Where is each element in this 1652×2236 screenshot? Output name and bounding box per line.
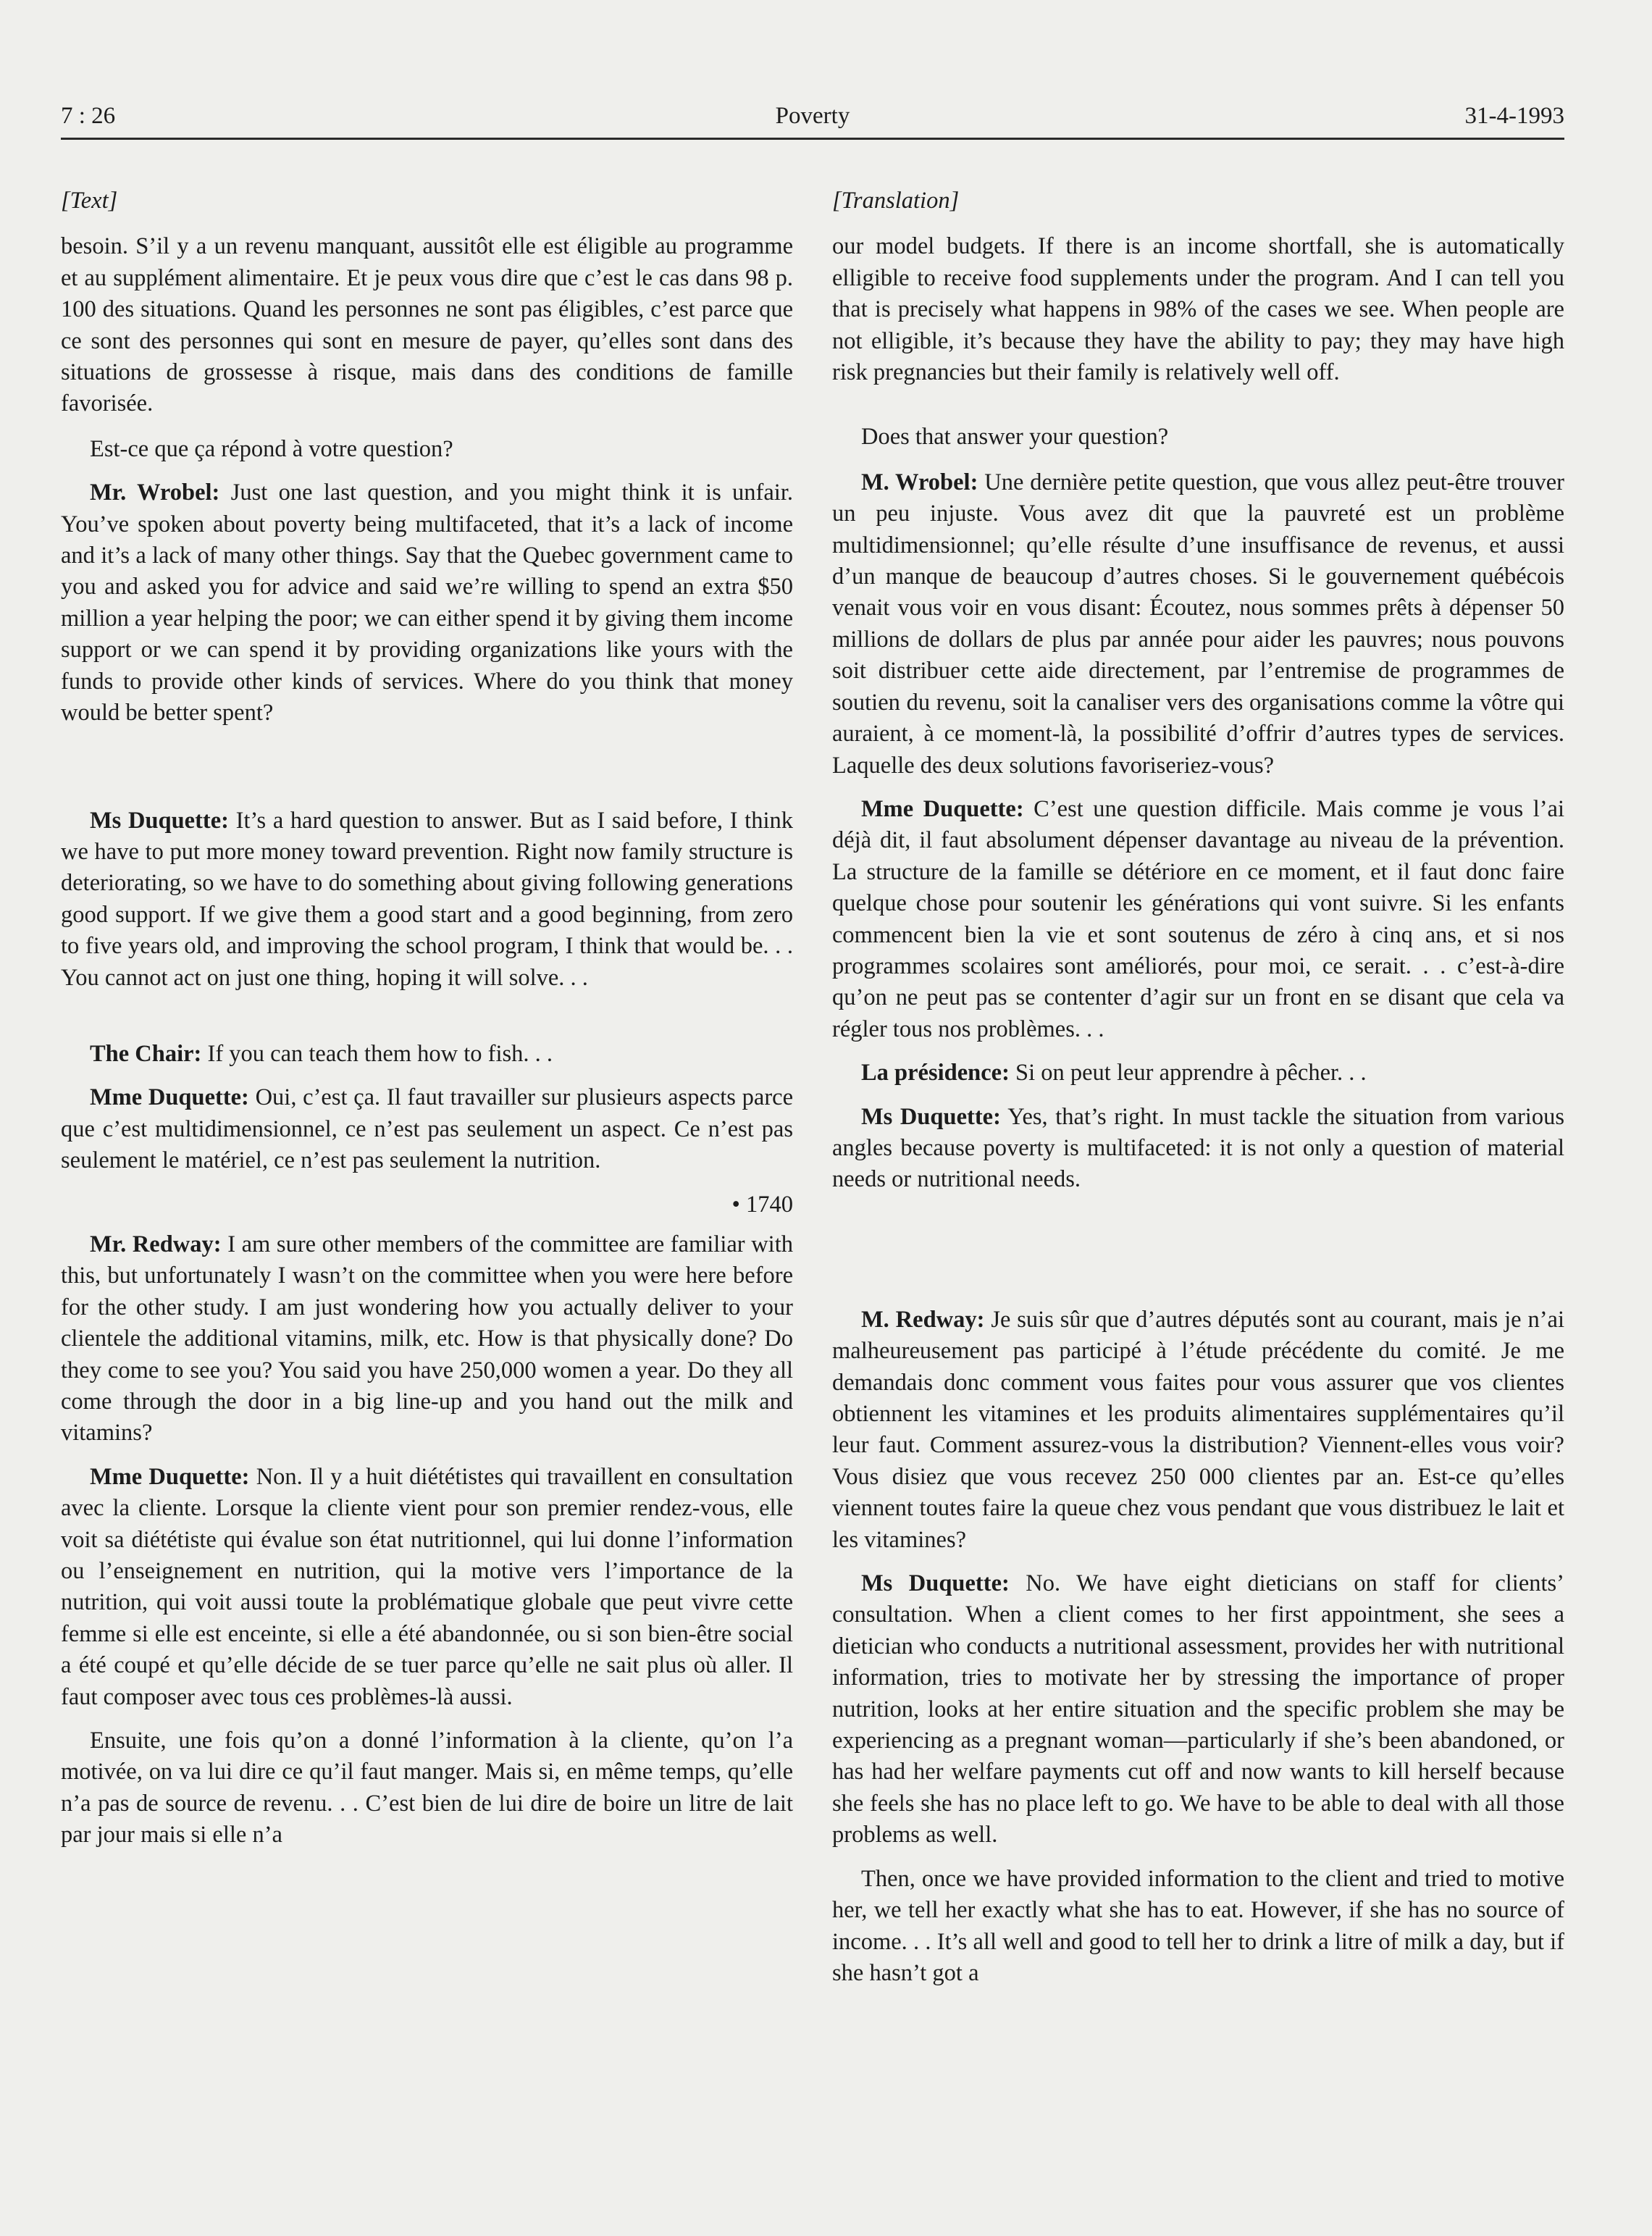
text-column-translation bbox=[832, 185, 1564, 1989]
speaker-name: Ms Duquette: bbox=[861, 1570, 1010, 1597]
speech-text: No. We have eight dieticians on staff for clients’ consultation. When a client comes to her first appointment, she sees a dietician who conducts a nutritional assessment, provides her with nutritional information, tries to motivate her by stressing the importance of proper nutrition, looks at her entire situation and the specific problem she may be experiencing as a pregnant woman—particularly if she’s been abandoned, or has had her welfare payments cut off and now wants to kill herself because she feels she has no place left to go. We have to be able to deal with all those problems as well. bbox=[832, 1570, 1564, 1848]
page-date: 31-4-1993 bbox=[1464, 103, 1564, 129]
paragraph: Does that answer your question? bbox=[861, 424, 1169, 451]
speech-paragraph bbox=[61, 1082, 793, 1176]
speech-text: Je suis sûr que d’autres députés sont au courant, mais je n’ai malheureusement pas participé à l’étude précédente du comité. Je me demandais donc comment vous faites pour vous assurer que vos clientes obtiennent les vitamines et les produits alimentaires supplémentaires qu’il leur faut. Comment assurez-vous la distribution? Viennent-elles vous voir? Vous disiez que vous recevez 250 000 clientes par an. Est-ce qu’elles viennent toutes faire la queue chez vous pendant que vous distribuez le lait et les vitamines? bbox=[832, 1306, 1564, 1553]
speech-text: C’est une question difficile. Mais comme je vous l’ai déjà dit, il faut absolument dépenser davantage au niveau de la prévention. La structure de la famille se détériore en ce moment, et il faut donc faire quelque chose pour soutenir les générations qui vont suivre. Si les enfants commencent bien la vie et sont soutenus de zéro à cinq ans, et si nos programmes scolaires sont améliorés, pour moi, ce serait. . . c’est-à-dire qu’on ne peut pas se contenter d’agir sur un front en se disant que cela va régler tous nos problèmes. . . bbox=[832, 795, 1564, 1042]
column-label-translation: [Translation] bbox=[832, 188, 960, 214]
speaker-name: M. Wrobel: bbox=[861, 469, 978, 495]
speech-text: Non. Il y a huit diététistes qui travaillent en consultation avec la cliente. Lorsque la cliente vient pour son premier rendez-vous, elle voit sa diététiste qui évalue son état nutritionnel, qui lui donne l’information ou l’enseignement en nutrition, qui la motive vers l’importance de la nutrition, qui voit aussi toute la problématique globale que peut vivre cette femme si elle est enceinte, si elle a été abandonnée, ou si son bien-être social a été coupé et qu’elle décide de se tuer parce qu’elle ne sait plus où aller. Il faut composer avec tous ces problèmes-là aussi. bbox=[61, 1463, 794, 1710]
speech-text: It’s a hard question to answer. But as I said before, I think we have to put more money toward prevention. Right now family structure is deteriorating, so we have to do something about giving following generations good support. If we give them a good start and a good beginning, from zero to five years old, and improving the school program, I think that would be. . . You cannot act on just one thing, hoping it will solve. . . bbox=[61, 807, 793, 991]
speaker-name: Mme Duquette: bbox=[861, 795, 1024, 822]
speech-text: Yes, that’s right. In must tackle the situation from various angles because poverty is multifaceted: it is not only a question of material needs or nutritional needs. bbox=[832, 1103, 1564, 1193]
speech-paragraph bbox=[61, 1229, 793, 1449]
paragraph: Est-ce que ça répond à votre question? bbox=[90, 435, 453, 462]
speech-paragraph bbox=[832, 467, 1564, 782]
speaker-name: Ms Duquette: bbox=[861, 1103, 1001, 1130]
speaker-name: La présidence: bbox=[861, 1060, 1010, 1086]
paragraph: Then, once we have provided information to the client and tried to motive her, we tell her exactly what she has to eat. However, if she has no source of income. . . It’s all well and good to tell her to drink a litre of milk a day, but if she hasn’t got a bbox=[832, 1865, 1564, 1986]
speech-paragraph bbox=[832, 794, 1564, 1045]
text-column-original bbox=[61, 185, 793, 1851]
speaker-name: Ms Duquette: bbox=[90, 807, 229, 834]
speech-text: Just one last question, and you might think it is unfair. You’ve spoken about poverty being multifaceted, that it’s a lack of income and it’s a lack of many other things. Say that the Quebec government came to you and asked you for advice and said we’re willing to spend an extra $50 million a year helping the poor; we can either spend it by giving them income support or we can spend it by providing organizations like yours with the funds to provide other kinds of services. Where do you think that money would be better spent? bbox=[61, 480, 793, 727]
speech-paragraph bbox=[61, 1039, 793, 1070]
speech-text: Oui, c’est ça. Il faut travailler sur plusieurs aspects parce que c’est multidimensionnel, ce n’est pas seulement un aspect. Ce n’est pas seulement le matériel, ce n’est pas seulement la nutrition. bbox=[61, 1084, 794, 1174]
speech-text: Une dernière petite question, que vous allez peut-être trouver un peu injuste. Vous avez dit que la pauvreté est un problème multidimensionnel; qu’elle résulte d’une insuffisance de revenus, et aussi d’un manque de beaucoup d’autres choses. Si le gouvernement québécois venait vous voir en vous disant: Écoutez, nous sommes prêts à dépenser 50 millions de dollars de plus par année pour aider les pauvres; nous pouvons soit distribuer cette aide directement, par l’entremise de programmes de soutien du revenu, soit la canaliser vers des organisations comme la vôtre qui auraient, à ce moment-là, la possibilité d’offrir d’autres types de services. Laquelle des deux solutions favoriseriez-vous? bbox=[832, 469, 1564, 779]
column-label-text: [Text] bbox=[61, 188, 118, 214]
running-title: Poverty bbox=[775, 103, 850, 129]
speaker-name: Mr. Wrobel: bbox=[90, 480, 220, 506]
speaker-name: Mr. Redway: bbox=[90, 1231, 222, 1257]
speech-paragraph bbox=[61, 805, 793, 994]
speaker-name: The Chair: bbox=[90, 1040, 202, 1067]
paragraph: Ensuite, une fois qu’on a donné l’information à la cliente, qu’on l’a motivée, on va lui dire ce qu’il faut manger. Mais si, en même temps, qu’elle n’a pas de source de revenu. . . C’est bien de lui dire de boire un litre de lait par jour mais si elle n’a bbox=[61, 1728, 793, 1848]
time-marker: • 1740 bbox=[731, 1191, 793, 1218]
speech-text: I am sure other members of the committee are familiar with this, but unfortunately I wasn’t on the committee when you were here before for the other study. I am just wondering how you actually deliver to your clientele the additional vitamins, milk, etc. How is that physically done? Do they come to see you? You said you have 250,000 women a year. Do they all come through the door in a big line-up and you hand out the milk and vitamins? bbox=[61, 1231, 793, 1446]
paragraph: besoin. S’il y a un revenu manquant, aussitôt elle est éligible au programme et au supplément alimentaire. Et je peux vous dire que c’est le cas dans 98 p. 100 des situations. Quand les personnes ne sont pas éligibles, c’est parce que ce sont des personnes qui sont en mesure de payer, qu’elles sont dans des situations de grossesse à risque, mais dans des conditions de famille favorisée. bbox=[61, 233, 793, 417]
paragraph: our model budgets. If there is an income shortfall, she is automatically elligible to receive food supplements under the program. And I can tell you that is precisely what happens in 98% of the cases we see. When people are not elligible, it’s because they have the ability to pay; they may have high risk pregnancies but their family is relatively well off. bbox=[832, 233, 1564, 386]
speech-text: Si on peut leur apprendre à pêcher. . . bbox=[1009, 1060, 1367, 1086]
speech-paragraph bbox=[61, 477, 793, 729]
speaker-name: Mme Duquette: bbox=[90, 1463, 250, 1490]
speaker-name: Mme Duquette: bbox=[90, 1084, 249, 1111]
speaker-name: M. Redway: bbox=[861, 1306, 985, 1333]
speech-paragraph bbox=[61, 1462, 793, 1713]
speech-paragraph bbox=[832, 1058, 1564, 1089]
speech-paragraph bbox=[832, 1568, 1564, 1851]
speech-paragraph bbox=[832, 1305, 1564, 1556]
page-header bbox=[61, 100, 1564, 140]
page-number: 7 : 26 bbox=[61, 103, 116, 129]
speech-paragraph bbox=[832, 1102, 1564, 1196]
speech-text: If you can teach them how to fish. . . bbox=[201, 1040, 553, 1067]
